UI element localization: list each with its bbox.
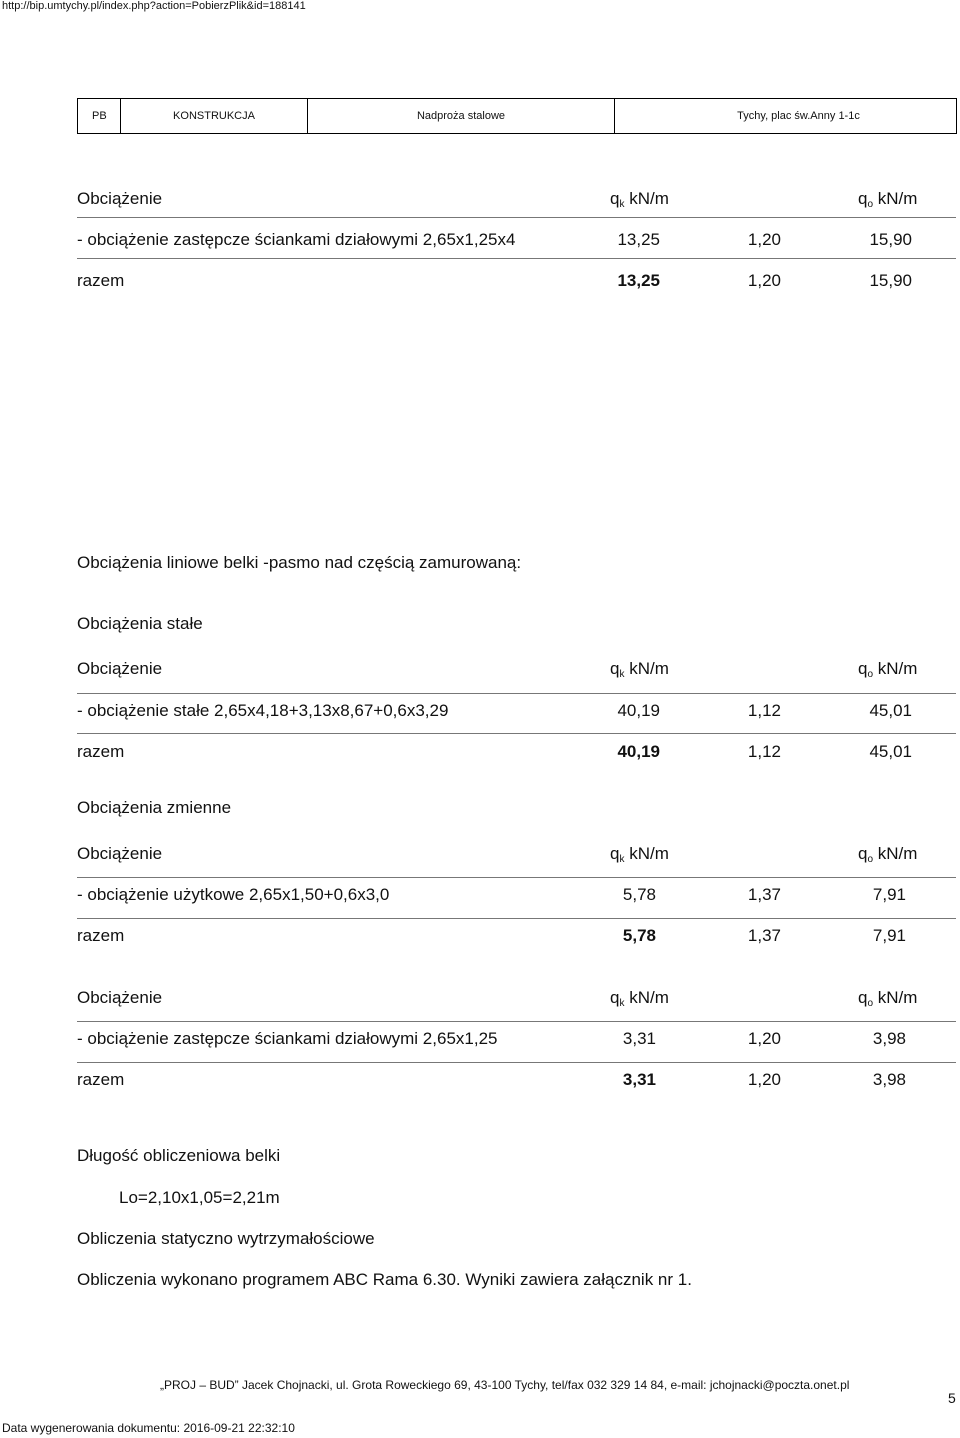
calc-software-note: Obliczenia wykonano programem ABC Rama 6.30. Wyniki zawiera załącznik nr 1. [77, 1270, 692, 1289]
table-row-label: - obciążenie użytkowe 2,65x1,50+0,6x3,0 [77, 885, 390, 904]
generation-date: Data wygenerowania dokumentu: 2016-09-21 22:32:10 [2, 1421, 295, 1435]
col-header-qo: $q_o$ kN/m [858, 189, 918, 210]
table-cell-qo: 7,91 [872, 885, 906, 904]
table-total-label: razem [77, 742, 125, 761]
table-cell-qk: 3,31 [622, 1029, 656, 1048]
table-total-factor: 1,37 [747, 926, 781, 945]
col-header-qo: $q_o$ kN/m [858, 988, 918, 1009]
col-header-qo: $q_o$ kN/m [858, 659, 918, 680]
table-total-qo: 7,91 [872, 926, 906, 945]
col-header-load: Obciążenie [77, 659, 163, 678]
table-rule [77, 918, 956, 919]
table-cell-qk: 40,19 [617, 701, 660, 720]
table-total-qk: 13,25 [617, 271, 660, 290]
source-url: http://bip.umtychy.pl/index.php?action=PobierzPlik&id=188141 [2, 0, 306, 12]
table-cell-qk: 5,78 [622, 885, 656, 904]
col-header-qk: $q_k$ kN/m [610, 844, 669, 865]
table-total-label: razem [77, 1070, 125, 1089]
table-cell-factor: 1,20 [747, 1029, 781, 1048]
col-header-qo: $q_o$ kN/m [858, 844, 918, 865]
subsection-heading: Obciążenia stałe [77, 614, 203, 633]
table-rule [77, 258, 956, 259]
table-row-label: - obciążenie zastępcze ściankami działowymi 2,65x1,25 [77, 1029, 498, 1048]
table-total-factor: 1,20 [747, 1070, 781, 1089]
table-row-label: - obciążenie zastępcze ściankami działowymi 2,65x1,25x4 [77, 230, 516, 249]
table-cell-factor: 1,12 [747, 701, 781, 720]
table-cell-qo: 3,98 [872, 1029, 906, 1048]
col-header-load: Obciążenie [77, 988, 163, 1007]
table-rule [77, 217, 956, 218]
table-cell-factor: 1,37 [747, 885, 781, 904]
table-rule [77, 877, 956, 878]
table-total-qk: 40,19 [617, 742, 660, 761]
col-header-load: Obciążenie [77, 844, 163, 863]
table-rule [77, 1021, 956, 1022]
table-rule [77, 733, 956, 734]
company-footer: „PROJ – BUD” Jacek Chojnacki, ul. Grota Roweckiego 69, 43-100 Tychy, tel/fax 032 329 14 84, e-mail: jchojnacki@poczta.onet.pl [160, 1378, 850, 1392]
page-number: 5 [948, 1390, 956, 1406]
table-total-qo: 45,01 [869, 742, 912, 761]
col-header-qk: $q_k$ kN/m [610, 189, 669, 210]
table-total-qo: 15,90 [869, 271, 912, 290]
table-cell-factor: 1,20 [747, 230, 781, 249]
table-rule [77, 693, 956, 694]
header-subject: Nadproża stalowe [308, 99, 615, 133]
static-calc-heading: Obliczenia statyczno wytrzymałościowe [77, 1229, 375, 1248]
document-header-table [77, 98, 957, 134]
subsection-heading: Obciążenia zmienne [77, 798, 232, 817]
table-total-label: razem [77, 926, 125, 945]
table-row-label: - obciążenie stałe 2,65x4,18+3,13x8,67+0,6x3,29 [77, 701, 449, 720]
col-header-qk: $q_k$ kN/m [610, 988, 669, 1009]
table-rule [77, 1062, 956, 1063]
table-total-qk: 3,31 [622, 1070, 656, 1089]
table-total-label: razem [77, 271, 125, 290]
col-header-qk: $q_k$ kN/m [610, 659, 669, 680]
table-cell-qo: 45,01 [869, 701, 912, 720]
header-location: Tychy, plac św.Anny 1-1c [737, 110, 860, 122]
table-total-factor: 1,20 [747, 271, 781, 290]
col-header-load: Obciążenie [77, 189, 163, 208]
table-total-qk: 5,78 [622, 926, 656, 945]
design-length-formula: Lo=2,10x1,05=2,21m [119, 1188, 280, 1207]
design-length-heading: Długość obliczeniowa belki [77, 1146, 281, 1165]
header-doc-type: PB [78, 99, 121, 133]
table-total-factor: 1,12 [747, 742, 781, 761]
table-cell-qo: 15,90 [869, 230, 912, 249]
section-heading: Obciążenia liniowe belki -pasmo nad częścią zamurowaną: [77, 553, 522, 572]
table-total-qo: 3,98 [872, 1070, 906, 1089]
header-discipline: KONSTRUKCJA [121, 99, 308, 133]
table-cell-qk: 13,25 [617, 230, 660, 249]
